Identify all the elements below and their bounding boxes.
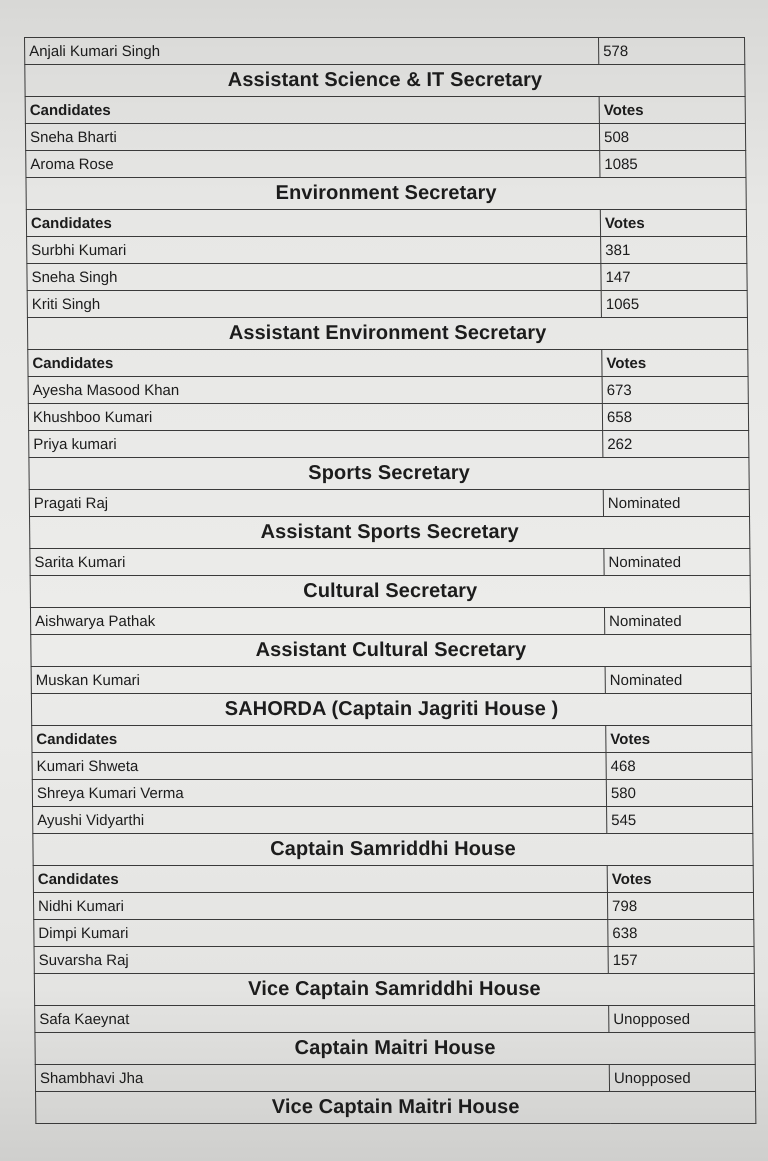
candidates-header: Candidates — [26, 210, 600, 237]
section-title-row — [30, 517, 750, 549]
vote-count: Nominated — [604, 608, 750, 635]
section-title: Cultural Secretary — [30, 576, 750, 608]
vote-count: 580 — [606, 780, 752, 807]
column-header-row — [33, 866, 753, 893]
results-document — [24, 37, 755, 1124]
candidate-name: Khushboo Kumari — [28, 404, 602, 431]
candidate-name: Nidhi Kumari — [33, 893, 607, 920]
table-row — [34, 947, 754, 974]
section-title-row — [35, 1033, 755, 1065]
candidate-name: Shreya Kumari Verma — [32, 780, 606, 807]
vote-count: 638 — [608, 920, 754, 947]
section-title: Captain Maitri House — [35, 1033, 755, 1065]
candidates-header: Candidates — [32, 726, 606, 753]
vote-count: 673 — [602, 377, 748, 404]
vote-count: Unopposed — [609, 1065, 755, 1092]
vote-count: 381 — [601, 237, 747, 264]
vote-count: 157 — [608, 947, 754, 974]
column-header-row — [25, 97, 745, 124]
table-row — [29, 431, 749, 458]
candidate-name: Surbhi Kumari — [27, 237, 601, 264]
table-row — [28, 404, 748, 431]
votes-header: Votes — [600, 210, 746, 237]
table-row — [26, 151, 746, 178]
table-row — [32, 780, 752, 807]
table-row — [28, 377, 748, 404]
table-row — [27, 291, 747, 318]
vote-count: 545 — [607, 807, 753, 834]
table-row — [25, 38, 745, 65]
section-title-row — [25, 65, 745, 97]
section-title: Assistant Cultural Secretary — [31, 635, 751, 667]
candidate-name: Ayushi Vidyarthi — [33, 807, 607, 834]
vote-count: 468 — [606, 753, 752, 780]
vote-count: 1065 — [601, 291, 747, 318]
section-title: Captain Samriddhi House — [33, 834, 753, 866]
results-table-body — [25, 38, 756, 1124]
table-row — [33, 807, 753, 834]
vote-count: 1085 — [600, 151, 746, 178]
votes-header: Votes — [607, 866, 753, 893]
section-title: Vice Captain Samriddhi House — [34, 974, 754, 1006]
section-title-row — [31, 694, 751, 726]
vote-count: Nominated — [605, 667, 751, 694]
vote-count: Nominated — [604, 549, 750, 576]
table-row — [31, 667, 751, 694]
table-row — [32, 753, 752, 780]
vote-count: 798 — [607, 893, 753, 920]
section-title: Assistant Sports Secretary — [30, 517, 750, 549]
column-header-row — [26, 210, 746, 237]
candidates-header: Candidates — [33, 866, 607, 893]
candidate-name: Dimpi Kumari — [34, 920, 608, 947]
candidates-header: Candidates — [25, 97, 599, 124]
section-title-row — [27, 318, 747, 350]
table-row — [27, 264, 747, 291]
votes-header: Votes — [606, 726, 752, 753]
section-title: Assistant Science & IT Secretary — [25, 65, 745, 97]
vote-count: 147 — [601, 264, 747, 291]
votes-header: Votes — [602, 350, 748, 377]
column-header-row — [32, 726, 752, 753]
section-title-row — [30, 576, 750, 608]
candidate-name: Pragati Raj — [29, 490, 603, 517]
section-title: Environment Secretary — [26, 178, 746, 210]
candidate-name: Muskan Kumari — [31, 667, 605, 694]
column-header-row — [28, 350, 748, 377]
candidate-name: Ayesha Masood Khan — [28, 377, 602, 404]
vote-count: 658 — [602, 404, 748, 431]
candidate-name: Kumari Shweta — [32, 753, 606, 780]
section-title-row — [36, 1092, 756, 1124]
table-row — [33, 893, 753, 920]
table-row — [29, 490, 749, 517]
table-row — [34, 920, 754, 947]
section-title-row — [33, 834, 753, 866]
section-title: Vice Captain Maitri House — [36, 1092, 756, 1124]
candidate-name: Priya kumari — [29, 431, 603, 458]
results-table — [24, 37, 756, 1124]
section-title-row — [26, 178, 746, 210]
section-title-row — [29, 458, 749, 490]
table-row — [25, 124, 745, 151]
candidate-name: Anjali Kumari Singh — [25, 38, 599, 65]
table-row — [35, 1006, 755, 1033]
vote-count: 262 — [603, 431, 749, 458]
table-row — [27, 237, 747, 264]
candidate-name: Aroma Rose — [26, 151, 600, 178]
table-row — [30, 608, 750, 635]
table-row — [30, 549, 750, 576]
candidate-name: Safa Kaeynat — [35, 1006, 609, 1033]
section-title: Sports Secretary — [29, 458, 749, 490]
candidates-header: Candidates — [28, 350, 602, 377]
section-title: Assistant Environment Secretary — [27, 318, 747, 350]
candidate-name: Sneha Bharti — [25, 124, 599, 151]
vote-count: 578 — [599, 38, 745, 65]
candidate-name: Sarita Kumari — [30, 549, 604, 576]
candidate-name: Aishwarya Pathak — [30, 608, 604, 635]
candidate-name: Sneha Singh — [27, 264, 601, 291]
section-title-row — [34, 974, 754, 1006]
section-title: SAHORDA (Captain Jagriti House ) — [31, 694, 751, 726]
vote-count: 508 — [599, 124, 745, 151]
candidate-name: Shambhavi Jha — [35, 1065, 609, 1092]
section-title-row — [31, 635, 751, 667]
vote-count: Nominated — [603, 490, 749, 517]
votes-header: Votes — [599, 97, 745, 124]
vote-count: Unopposed — [609, 1006, 755, 1033]
candidate-name: Suvarsha Raj — [34, 947, 608, 974]
table-row — [35, 1065, 755, 1092]
candidate-name: Kriti Singh — [27, 291, 601, 318]
